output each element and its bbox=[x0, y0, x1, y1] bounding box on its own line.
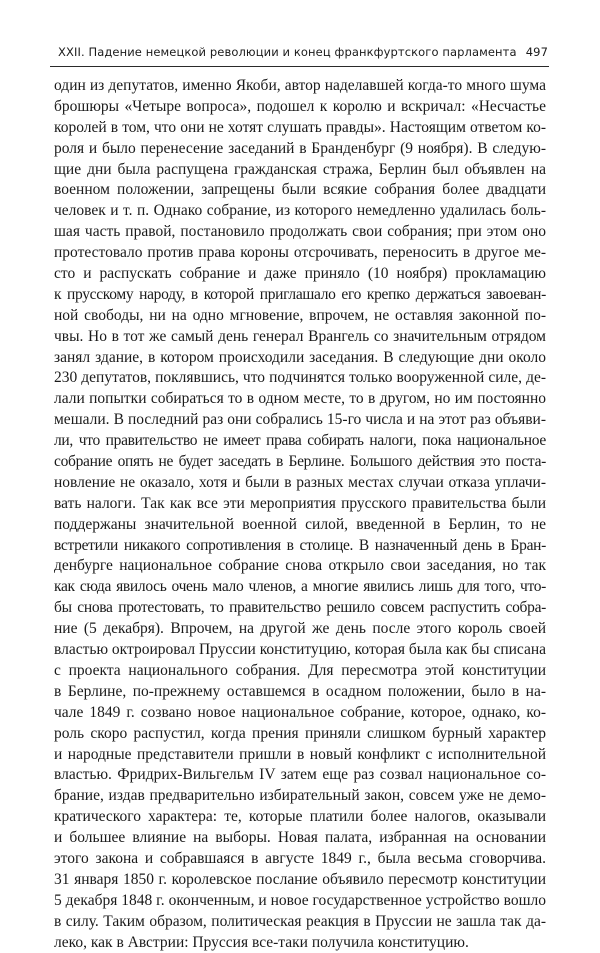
text-line: щие дни была распущена гражданская стража, Берлин был объявлен на bbox=[54, 160, 546, 178]
text-line: лали попытки собираться то в одном месте, то в другом, но им постоянно bbox=[54, 390, 546, 408]
running-header bbox=[50, 40, 549, 67]
text-line: один из депутатов, именно Якоби, автор наделавшей когда-то много шума bbox=[54, 77, 546, 94]
text-line: как сюда явилось очень мало членов, а многие явились лишь для того, что- bbox=[54, 578, 546, 596]
text-line: вать налоги. Так как все эти мероприятия прусского правительства были bbox=[54, 494, 546, 512]
text-line: денбурге национальное собрание снова открыло свои заседания, но так bbox=[54, 557, 546, 575]
text-line: встретили никакого сопротивления в столице. В назначенный день в Бран- bbox=[54, 536, 546, 554]
text-line: 5 декабря 1848 г. оконченным, и новое государственное устройство вошло bbox=[54, 891, 546, 909]
text-line: кратического характера: те, которые платили более налогов, оказывали bbox=[54, 808, 546, 826]
running-title: XXII. Падение немецкой революции и конец франкфуртского парламента bbox=[58, 45, 517, 59]
text-line: брание, издав предварительно избирательный закон, совсем уже не демо- bbox=[54, 787, 546, 805]
text-line: мешали. В последний раз они собрались 15-го числа и на этот раз объяви- bbox=[54, 411, 546, 429]
text-line: с проекта национального собрания. Для пересмотра этой конституции bbox=[54, 661, 546, 679]
text-line: ной свободы, ни на одно мгновение, впрочем, не оставляя законной по- bbox=[54, 306, 546, 324]
text-line: ние (5 декабря). Впрочем, на другой же день после этого король своей bbox=[54, 620, 546, 638]
text-line: и большее влияние на выборы. Новая палата, избранная на основании bbox=[54, 829, 546, 847]
text-line: в силу. Таким образом, политическая реакция в Пруссии не зашла так да- bbox=[54, 912, 546, 930]
text-line: военном положении, запрещены были всякие собрания более двадцати bbox=[54, 181, 546, 199]
text-line: 230 депутатов, поклявшись, что подчинятся только вооруженной силе, де- bbox=[54, 369, 546, 387]
text-line: роль скоро распустил, когда прения приняли слишком бурный характер bbox=[54, 724, 546, 742]
text-line: роля и было перенесение заседаний в Бранденбург (9 ноября). В следую- bbox=[54, 139, 546, 157]
text-line: чвы. Но в тот же самый день генерал Врангель со значительным отрядом bbox=[54, 327, 546, 345]
text-line: 31 января 1850 г. королевское послание объявило пересмотр конституции bbox=[54, 870, 546, 888]
text-line: и народные представители пришли в новый конфликт с исполнительной bbox=[54, 745, 546, 763]
text-line: человек и т. п. Однако собрание, из которого немедленно удалилась боль- bbox=[54, 202, 546, 220]
text-line: королей в том, что они не хотят слушать правды». Настоящим ответом ко- bbox=[54, 118, 546, 136]
text-line: шая часть правой, постановило продолжать свои собрания; при этом оно bbox=[54, 223, 546, 241]
text-line: занял здание, в котором происходили заседания. В следующие дни около bbox=[54, 348, 546, 366]
text-line: к прусскому народу, в которой приглашало его крепко держаться завоеван- bbox=[54, 285, 546, 303]
page-number: 497 bbox=[525, 45, 548, 59]
text-line: чале 1849 г. созвано новое национальное собрание, которое, однако, ко- bbox=[54, 703, 546, 721]
text-line: брошюры «Четыре вопроса», подошел к королю и вскричал: «Несчастье bbox=[54, 97, 546, 115]
text-line: бы снова протестовать, то правительство решило совсем распустить собра- bbox=[54, 599, 546, 617]
body-text bbox=[54, 76, 546, 953]
text-line: властью октроировал Пруссии конституцию, которая была как бы списана bbox=[54, 641, 547, 659]
text-line: этого закона и собравшаяся в августе 1849 г., была весьма сговорчива. bbox=[54, 849, 546, 867]
text-line: сто и распускать собрание и даже приняло (10 ноября) прокламацию bbox=[54, 265, 546, 283]
text-line: в Берлине, по-прежнему оставшемся в осадном положении, было в на- bbox=[54, 682, 546, 700]
text-line: собрание опять не будет заседать в Берлине. Большого действия это поста- bbox=[54, 453, 546, 471]
text-line: новление не оказало, хотя и были в разных местах случаи отказа уплачи- bbox=[54, 473, 546, 491]
text-line: властью. Фридрих-Вильгельм IV затем еще раз созвал национальное со- bbox=[54, 766, 546, 784]
text-line: протестовало против права короны отсрочивать, переносить в другое ме- bbox=[54, 244, 546, 262]
text-line: поддержаны значительной военной силой, введенной в Берлин, то не bbox=[54, 515, 546, 533]
text-line: ли, что правительство не имеет права собирать налоги, пока национальное bbox=[54, 432, 546, 450]
text-line: леко, как в Австрии: Пруссия все-таки получила конституцию. bbox=[54, 933, 469, 951]
